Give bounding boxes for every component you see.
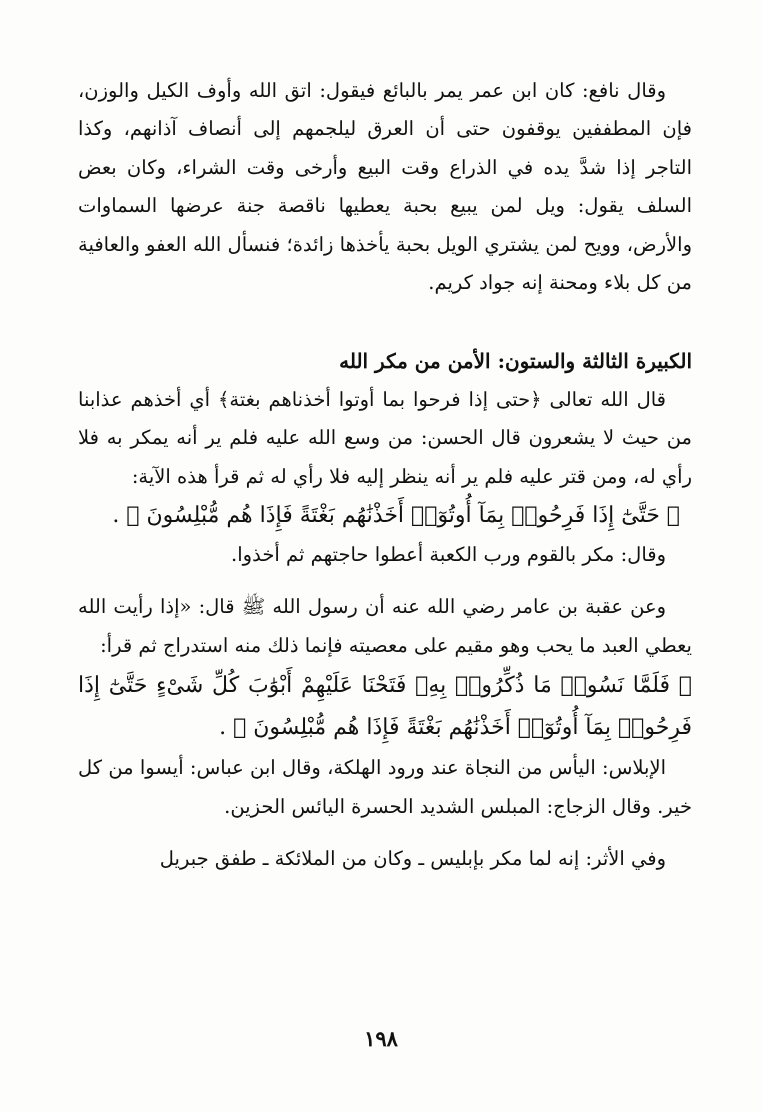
paragraph-quran-hasan: قال الله تعالى ﴿حتى إذا فرحوا بما أوتوا أخذناهم بغتة﴾ أي أخذهم عذابنا من حيث لا يشعرون قال الحسن: من وسع الله عليه فلم ير أنه يمكر به فلا رأي له، ومن قتر عليه فلم ير أنه ينظر إليه فلا رأي له ثم قرأ هذه الآية: bbox=[78, 387, 692, 488]
paragraph-makr-qawm: وقال: مكر بالقوم ورب الكعبة أعطوا حاجتهم ثم أخذوا. bbox=[231, 543, 666, 567]
page-number: ١٩٨ bbox=[364, 1026, 398, 1051]
paragraph-nafi: وقال نافع: كان ابن عمر يمر بالبائع فيقول: اتق الله وأوف الكيل والوزن، فإن المطففين يوقفون حتى أن العرق ليلجمهم إلى أنصاف آذانهم، وكذا التاجر إذا شدَّ يده في الذراع وقت البيع وأرخى وقت الشراء، وكان بعض السلف يقول: ويل لمن يبيع بحبة يعطيها ناقصة جنة عرضها السماوات والأرض، وويح لمن يشتري الويل بحبة يأخذها زائدة؛ فنسأل الله العفو والعافية من كل بلاء ومحنة إنه جواد كريم. bbox=[78, 79, 692, 295]
paragraph-spacer bbox=[78, 574, 692, 588]
quran-verse-2: ﴿ فَلَمَّا نَسُوا۟ مَا ذُكِّرُوا۟ بِهِۦ فَتَحْنَا عَلَيْهِمْ أَبْوَٰبَ كُلِّ شَىْءٍ حَتَّىٰٓ إِذَا فَرِحُوا۟ بِمَآ أُوتُوٓا۟ أَخَذْنَٰهُم بَغْتَةً فَإِذَا هُم مُّبْلِسُونَ ﴾ . bbox=[78, 673, 692, 741]
section-spacer bbox=[78, 302, 692, 342]
page-body bbox=[78, 72, 692, 879]
quran-verse-1: ﴿ حَتَّىٰٓ إِذَا فَرِحُوا۟ بِمَآ أُوتُوٓا۟ أَخَذْنَٰهُم بَغْتَةً فَإِذَا هُم مُّبْلِسُونَ ﴾ . bbox=[112, 503, 680, 529]
paragraph-iblas-definition: الإبلاس: اليأس من النجاة عند ورود الهلكة، وقال ابن عباس: أيسوا من كل خير. وقال الزجاج: المبلس الشديد الحسرة اليائس الحزين. bbox=[78, 756, 692, 818]
paragraph-athar: وفي الأثر: إنه لما مكر بإبليس ـ وكان من الملائكة ـ طفق جبريل bbox=[159, 847, 666, 871]
section-heading: الكبيرة الثالثة والستون: الأمن من مكر الله bbox=[339, 349, 692, 374]
paragraph-spacer bbox=[78, 826, 692, 840]
paragraph-uqba-hadith: وعن عقبة بن عامر رضي الله عنه أن رسول الله ﷺ قال: «إذا رأيت الله يعطي العبد ما يحب وهو مقيم على معصيته فإنما ذلك منه استدراج ثم قرأ: bbox=[78, 595, 692, 657]
